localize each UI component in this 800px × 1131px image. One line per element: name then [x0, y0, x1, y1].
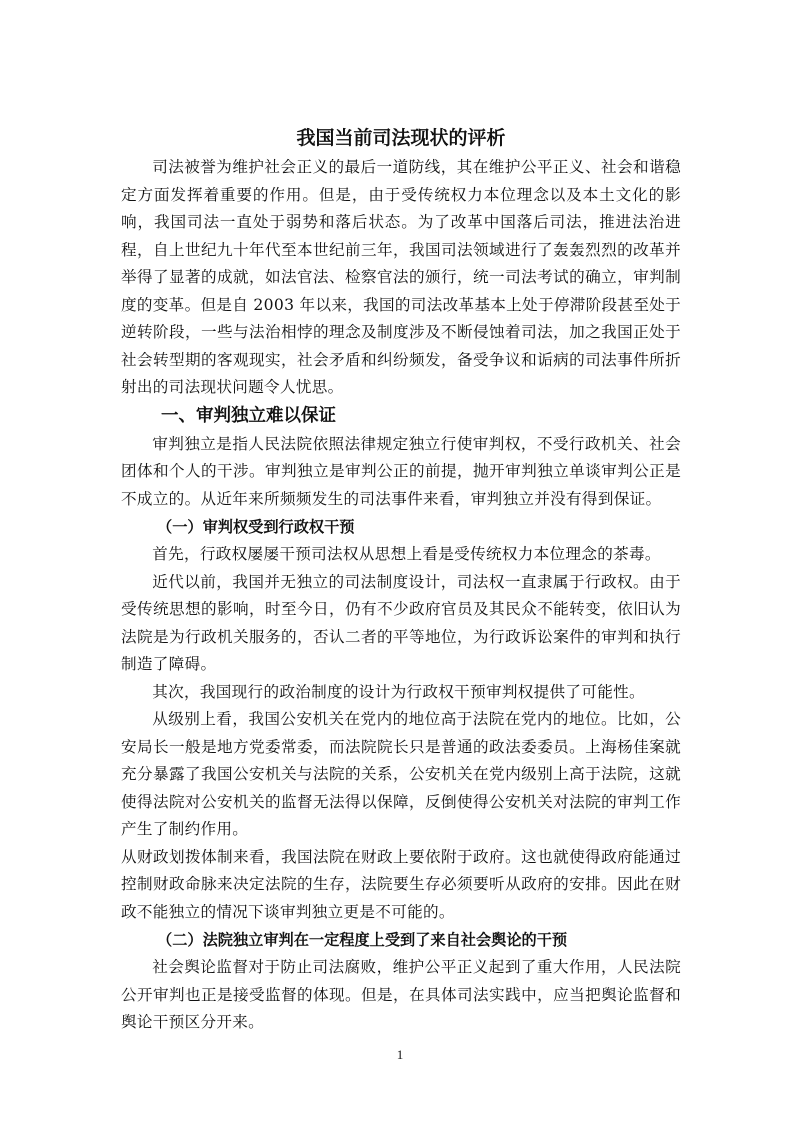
body-paragraph: 从财政划拨体制来看，我国法院在财政上要依附于政府。这也就使得政府能通过控制财政命脉来决定法院的生存，法院要生存必须要听从政府的安排。因此在财政不能独立的情况下谈审判独立更是不可能的。: [121, 847, 681, 921]
body-paragraph: 近代以前，我国并无独立的司法制度设计，司法权一直隶属于行政权。由于受传统思想的影响，时至今日，仍有不少政府官员及其民众不能转变，依旧认为法院是为行政机关服务的，否认二者的平等地位，为行政诉讼案件的审判和执行制造了障碍。: [121, 572, 681, 673]
intro-paragraph: 司法被誉为维护社会正义的最后一道防线，其在维护公平正义、社会和谐稳定方面发挥着重要的作用。但是，由于受传统权力本位理念以及本土文化的影响，我国司法一直处于弱势和落后状态。为了改革中国落后司法，推进法治进程，自上世纪九十年代至本世纪前三年，我国司法领域进行了轰轰烈烈的改革并举得了显著的成就，如法官法、检察官法的颁行，统一司法考试的确立，审判制度的变革。但是自 2003 年以来，我国的司法改革基本上处于停滞阶段甚至处于逆转阶段，一些与法治相悖的理念及制度涉及不断侵蚀着司法，加之我国正处于社会转型期的客观现实，社会矛盾和纠纷频发，备受争议和诟病的司法事件所折射出的司法现状问题令人忧思。: [121, 158, 681, 396]
page-number: 1: [396, 1047, 404, 1062]
body-paragraph: 社会舆论监督对于防止司法腐败，维护公平正义起到了重大作用，人民法院公开审判也正是接受监督的体现。但是，在具体司法实践中，应当把舆论监督和舆论干预区分开来。: [121, 958, 681, 1031]
body-paragraph: 其次，我国现行的政治制度的设计为行政权干预审判权提供了可能性。: [152, 682, 645, 701]
subsection-heading: （一）审判权受到行政权干预: [157, 518, 355, 536]
section-paragraph: 审判独立是指人民法院依照法律规定独立行使审判权，不受行政机关、社会团体和个人的干涉。审判独立是审判公正的前提，抛开审判独立单谈审判公正是不成立的。从近年来所频频发生的司法事件来看，审判独立并没有得到保证。: [121, 434, 681, 508]
document-body: [121, 124, 681, 1037]
subsection-heading: （二）法院独立审判在一定程度上受到了来自社会舆论的干预: [157, 931, 568, 949]
section-heading: 一、审判独立难以保证: [161, 405, 336, 426]
document-title: 我国当前司法现状的评析: [296, 127, 506, 149]
body-paragraph: 从级别上看，我国公安机关在党内的地位高于法院在党内的地位。比如，公安局长一般是地方党委常委，而法院院长只是普通的政法委委员。上海杨佳案就充分暴露了我国公安机关与法院的关系，公安机关在党内级别上高于法院，这就使得法院对公安机关的监督无法得以保障，反倒使得公安机关对法院的审判工作产生了制约作用。: [121, 710, 681, 838]
body-paragraph: 首先，行政权屡屡干预司法权从思想上看是受传统权力本位理念的茶毒。: [152, 545, 661, 563]
